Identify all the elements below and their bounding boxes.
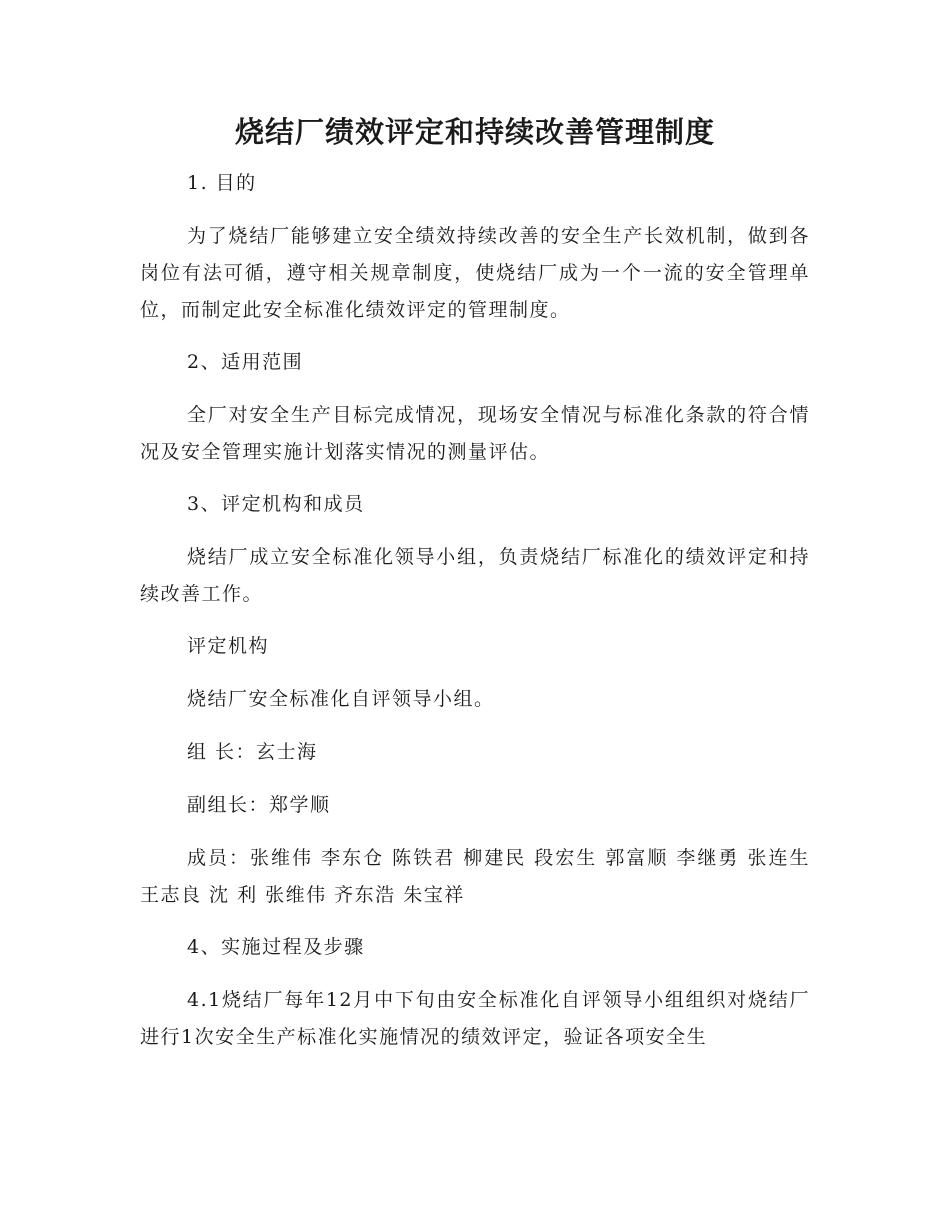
document-title: 烧结厂绩效评定和持续改善管理制度	[234, 115, 715, 149]
document-body	[140, 165, 810, 1071]
section-heading-scope: 2、适用范围	[187, 351, 304, 373]
paragraph-organization: 烧结厂成立安全标准化领导小组，负责烧结厂标准化的绩效评定和持续改善工作。	[140, 546, 810, 605]
paragraph-process-4-1: 4.1烧结厂每年12月中下旬由安全标准化自评领导小组组织对烧结厂进行1次安全生产标准化实施情况的绩效评定，验证各项安全生	[140, 989, 810, 1048]
group-leader-line: 组 长：玄士海	[187, 741, 318, 763]
paragraph-scope: 全厂对安全生产目标完成情况，现场安全情况与标准化条款的符合情况及安全管理实施计划落实情况的测量评估。	[140, 404, 810, 463]
deputy-leader-line: 副组长：郑学顺	[187, 794, 331, 816]
section-heading-purpose: 1. 目的	[187, 172, 257, 194]
members-line: 成员：张维伟 李东仓 陈铁君 柳建民 段宏生 郭富顺 李继勇 张连生 王志良 沈 利 张维伟 齐东浩 朱宝祥	[140, 847, 810, 906]
section-heading-process: 4、实施过程及步骤	[187, 936, 365, 958]
paragraph-evaluation-body: 烧结厂安全标准化自评领导小组。	[187, 688, 495, 710]
section-heading-organization: 3、评定机构和成员	[187, 493, 365, 515]
subheading-evaluation-body: 评定机构	[187, 635, 270, 657]
paragraph-purpose: 为了烧结厂能够建立安全绩效持续改善的安全生产长效机制，做到各岗位有法可循，遵守相关规章制度，使烧结厂成为一个一流的安全管理单位，而制定此安全标准化绩效评定的管理制度。	[140, 225, 810, 321]
